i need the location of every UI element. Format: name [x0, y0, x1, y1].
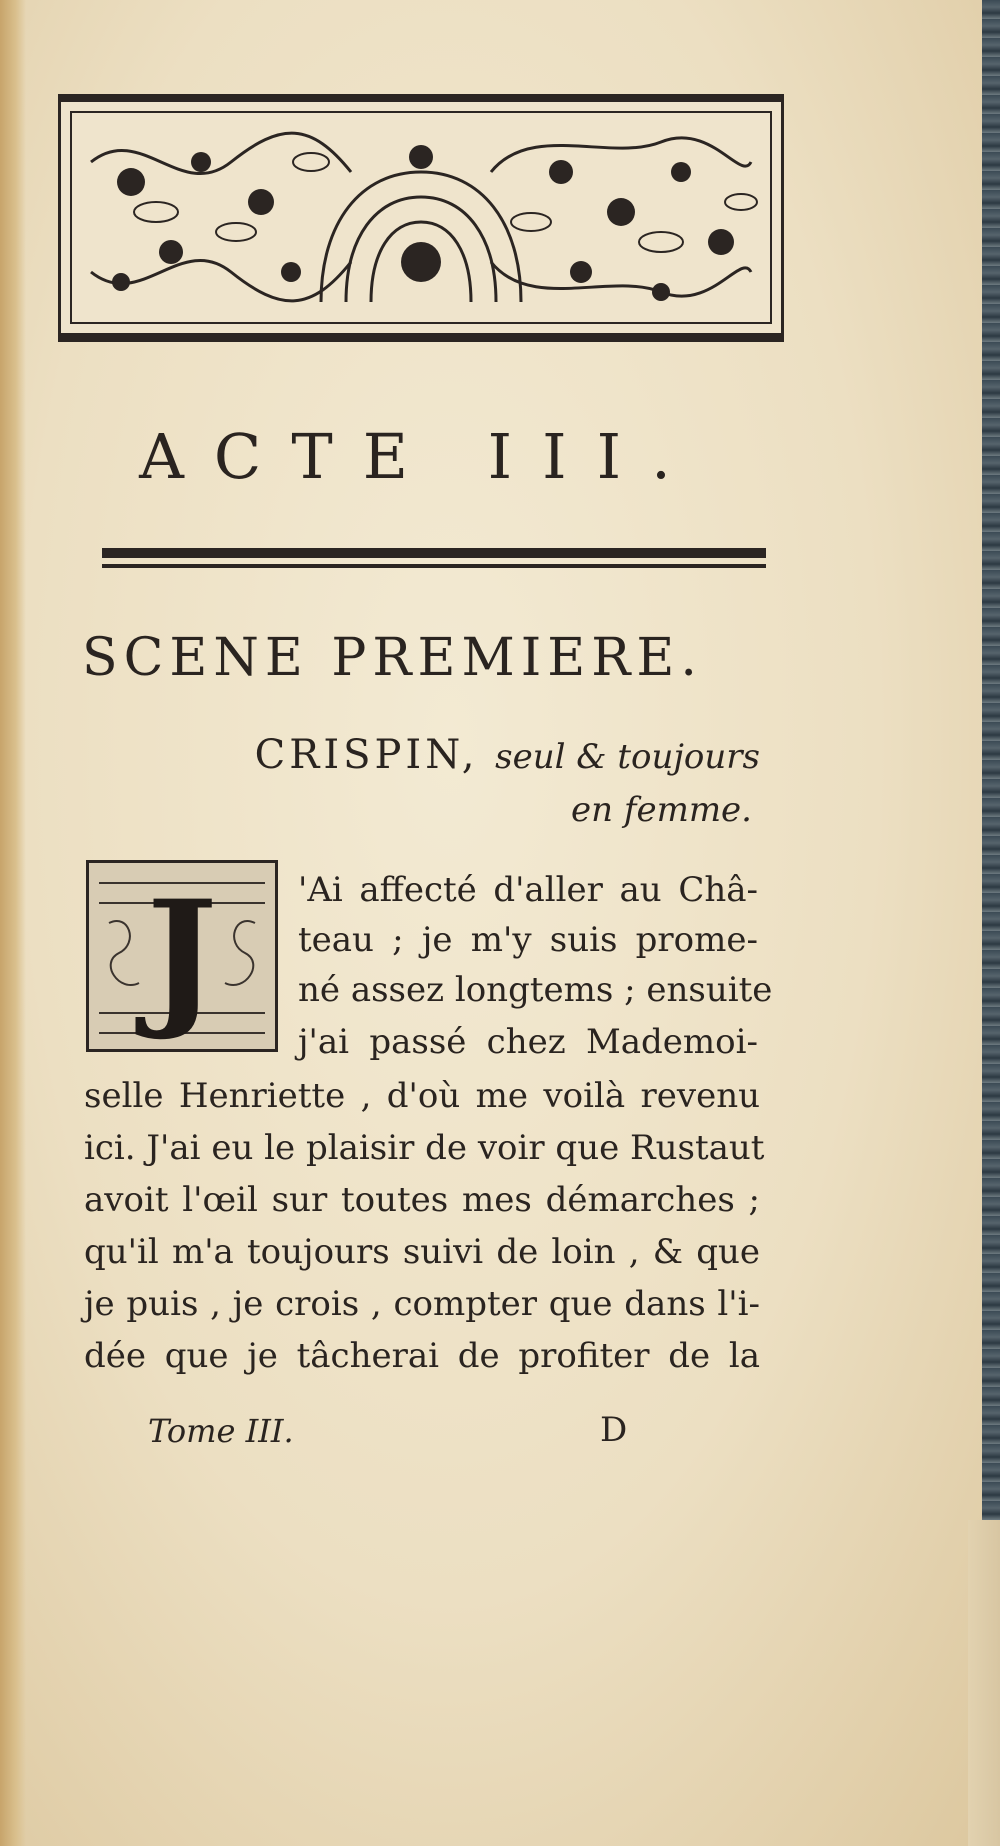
stage-direction-continued: en femme.	[571, 790, 752, 830]
speaker-name: CRISPIN	[254, 732, 462, 778]
speaker-line: CRISPIN, seul & toujours	[254, 732, 760, 778]
text-line: avoit l'œil sur toutes mes démarches ;	[84, 1180, 760, 1220]
text-line: né assez longtems ; ensuite	[298, 970, 773, 1010]
book-binding-edge	[982, 0, 1000, 1520]
text-line: dée que je tâcherai de profiter de la	[84, 1336, 760, 1376]
stage-direction: seul & toujours	[495, 737, 760, 777]
act-title: ACTE III.	[139, 420, 701, 493]
page-edge-lower	[968, 1520, 1000, 1846]
page-gutter-shadow	[0, 0, 26, 1846]
text-line: j'ai passé chez Mademoi-	[298, 1022, 758, 1062]
drop-cap-letter: J	[146, 868, 218, 1044]
text-line: teau ; je m'y suis prome-	[298, 920, 758, 960]
ornamental-rule-top	[102, 548, 766, 558]
volume-label: Tome III.	[148, 1412, 294, 1450]
signature-mark: D	[600, 1410, 628, 1450]
headpiece-ornament	[58, 94, 784, 342]
text-line: qu'il m'a toujours suivi de loin , & que	[84, 1232, 760, 1272]
floral-ornament-icon	[61, 102, 781, 333]
text-line: 'Ai affecté d'aller au Châ-	[298, 870, 758, 910]
text-line: je puis , je crois , compter que dans l'i-	[84, 1284, 760, 1324]
ornamental-rule-bottom	[102, 564, 766, 568]
drop-cap	[86, 860, 278, 1052]
text-line: ici. J'ai eu le plaisir de voir que Rustaut	[84, 1128, 765, 1168]
text-line: selle Henriette , d'où me voilà revenu	[84, 1076, 760, 1116]
scene-title: SCENE PREMIERE.	[82, 628, 703, 688]
